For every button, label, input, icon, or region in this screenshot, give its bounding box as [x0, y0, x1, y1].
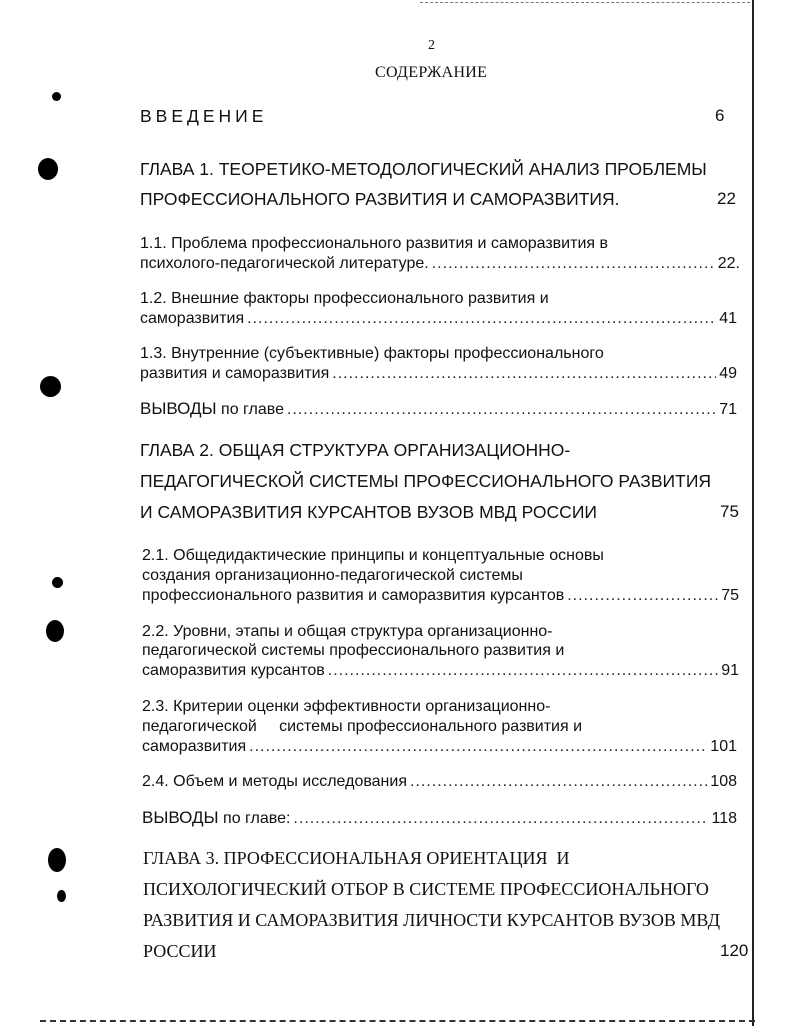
- section-1-1-text: психолого-педагогической литературе.: [140, 255, 429, 272]
- chapter2-conclusions-page: 118: [711, 810, 737, 827]
- chapter1-conclusions-page: 71: [719, 401, 737, 418]
- section-2-3-line2: педагогической системы профессионального развития и: [142, 718, 583, 735]
- section-1-2-page: 41: [719, 310, 737, 327]
- section-1-3-line2: [140, 365, 737, 383]
- section-2-1-line1: 2.1. Общедидактические принципы и концептуальные основы: [142, 547, 604, 564]
- section-2-2-line2: педагогической системы профессионального развития и: [142, 642, 565, 659]
- chapter2-page: 75: [720, 502, 739, 521]
- section-1-1-page: 22.: [717, 255, 740, 272]
- intro-label: ВВЕДЕНИЕ: [140, 106, 268, 126]
- dot-leader: [287, 401, 716, 419]
- dot-leader: [293, 810, 708, 828]
- dot-leader: [247, 310, 716, 328]
- chapter2-heading-line3: И САМОРАЗВИТИЯ КУРСАНТОВ ВУЗОВ МВД РОССИИ: [140, 502, 597, 522]
- section-2-3-page: 101: [710, 738, 737, 755]
- scan-edge-bottom: [40, 1020, 755, 1022]
- dot-leader: [328, 662, 718, 680]
- section-1-3-text: развития и саморазвития: [140, 365, 330, 382]
- punch-hole: [52, 92, 61, 101]
- section-2-3-line3: [142, 738, 737, 756]
- section-2-1-text: профессионального развития и саморазвития курсантов: [142, 587, 565, 604]
- section-2-3-text: саморазвития: [142, 738, 247, 755]
- punch-hole: [40, 376, 61, 397]
- scan-edge-right: [752, 0, 760, 1026]
- punch-hole: [46, 620, 64, 642]
- chapter3-heading-line2: ПСИХОЛОГИЧЕСКИЙ ОТБОР В СИСТЕМЕ ПРОФЕССИОНАЛЬНОГО: [143, 879, 709, 899]
- page-title: СОДЕРЖАНИЕ: [375, 64, 488, 81]
- chapter1-conclusions-label: ВЫВОДЫ по главе: [140, 399, 284, 418]
- chapter3-heading-line1: ГЛАВА 3. ПРОФЕССИОНАЛЬНАЯ ОРИЕНТАЦИЯ И: [143, 848, 570, 868]
- section-2-1-line2: создания организационно-педагогической системы: [142, 567, 523, 584]
- dot-leader: [332, 365, 716, 383]
- page-number: 2: [428, 38, 435, 53]
- chapter2-heading-line1: ГЛАВА 2. ОБЩАЯ СТРУКТУРА ОРГАНИЗАЦИОННО-: [140, 440, 571, 460]
- section-1-1-line1: 1.1. Проблема профессионального развития и саморазвития в: [140, 235, 608, 252]
- punch-hole: [57, 890, 66, 902]
- chapter1-page: 22: [717, 189, 736, 208]
- chapter3-heading-line3: РАЗВИТИЯ И САМОРАЗВИТИЯ ЛИЧНОСТИ КУРСАНТОВ ВУЗОВ МВД: [143, 910, 720, 930]
- punch-hole: [38, 158, 58, 180]
- section-1-2-text: саморазвития: [140, 310, 245, 327]
- section-2-2-line1: 2.2. Уровни, этапы и общая структура организационно-: [142, 623, 553, 640]
- dot-leader: [567, 587, 718, 605]
- section-2-3-line1: 2.3. Критерии оценки эффективности организационно-: [142, 698, 551, 715]
- section-1-3-page: 49: [719, 365, 737, 382]
- dot-leader: [249, 738, 707, 756]
- section-2-2-page: 91: [721, 662, 739, 679]
- chapter2-conclusions: [142, 808, 737, 828]
- chapter2-heading-line2: ПЕДАГОГИЧЕСКОЙ СИСТЕМЫ ПРОФЕССИОНАЛЬНОГО РАЗВИТИЯ: [140, 471, 712, 491]
- section-1-1-line2: [140, 255, 740, 273]
- section-1-2-line1: 1.2. Внешние факторы профессионального развития и: [140, 290, 549, 307]
- scan-edge-top: [420, 2, 750, 3]
- punch-hole: [48, 848, 66, 872]
- dot-leader: [432, 255, 715, 273]
- section-2-4: [142, 773, 737, 791]
- chapter1-heading-line1: ГЛАВА 1. ТЕОРЕТИКО-МЕТОДОЛОГИЧЕСКИЙ АНАЛИЗ ПРОБЛЕМЫ: [140, 159, 707, 179]
- section-1-2-line2: [140, 310, 737, 328]
- section-2-1-line3: [142, 587, 739, 605]
- section-2-2-line3: [142, 662, 739, 680]
- dot-leader: [410, 773, 707, 791]
- chapter1-heading-line2: ПРОФЕССИОНАЛЬНОГО РАЗВИТИЯ И САМОРАЗВИТИЯ.: [140, 189, 620, 209]
- chapter3-heading-line4: РОССИИ: [143, 941, 217, 961]
- section-2-4-page: 108: [710, 773, 737, 790]
- chapter3-page: 120: [720, 941, 749, 960]
- punch-hole: [52, 577, 63, 588]
- chapter1-conclusions: [140, 399, 737, 419]
- section-2-1-page: 75: [721, 587, 739, 604]
- chapter2-conclusions-label: ВЫВОДЫ по главе:: [142, 808, 291, 827]
- section-2-4-text: 2.4. Объем и методы исследования: [142, 773, 407, 790]
- section-2-2-text: саморазвития курсантов: [142, 662, 325, 679]
- section-1-3-line1: 1.3. Внутренние (субъективные) факторы профессионального: [140, 345, 604, 362]
- intro-page: 6: [715, 106, 725, 125]
